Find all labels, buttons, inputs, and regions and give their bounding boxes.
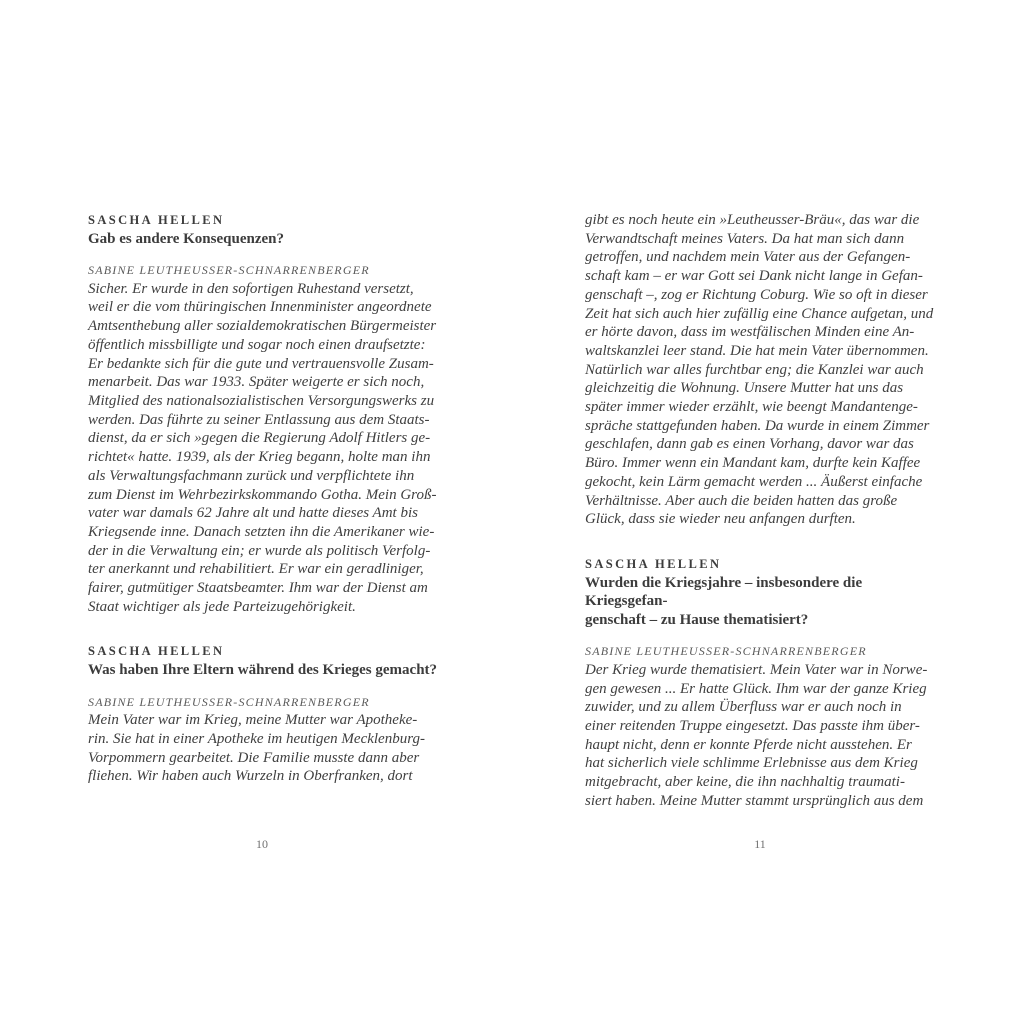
answer-continuation-text: gibt es noch heute ein »Leutheusser-Bräu«, das war die Verwandtschaft meines Vaters. Da hat man sich dann getroffen, und nachdem mein Vater aus der Gefangen- schaft kam – er war Gott sei Dank nicht lange in Gefan- genschaft –, zog er Richtung Coburg. Wie so oft in dieser Zeit hat sich auch hier zufällig eine Chance aufgetan, und er hörte davon, dass im westfälischen Minden eine An- waltskanzlei leer stand. Die hat mein Vater übernommen. Natürlich war alles furchtbar eng; die Kanzlei war auch gleichzeitig die Wohnung. Unsere Mutter hat uns das später immer wieder erzählt, wie beengt Mandantenge- spräche stattgefunden haben. Da wurde in einem Zimmer geschlafen, dann gab es einen Vorhang, davor war das Büro. Immer wenn ein Mandant kam, durfte kein Kaffee gekocht, kein Lärm gemacht werden ... Äußerst einfache Verhältnisse. Aber auch die beiden hatten das große Glück, dass sie wieder neu anfangen durften. [585,212,934,528]
page-number-left: 10 [256,837,268,851]
respondent-name: SABINE LEUTHEUSSER-SCHNARRENBERGER [88,694,370,709]
question-text: Wurden die Kriegsjahre – insbesondere die Kriegsgefan- genschaft – zu Hause thematisiert? [585,574,863,628]
interviewer-name: SASCHA HELLEN [585,556,722,571]
respondent-name: SABINE LEUTHEUSSER-SCHNARRENBERGER [88,263,370,278]
page-right [585,211,939,837]
respondent-name: SABINE LEUTHEUSSER-SCHNARRENBERGER [585,644,867,659]
page-number-right: 11 [754,837,766,851]
qa-section-3 [585,555,939,811]
question-text: Gab es andere Konsequenzen? [88,230,284,247]
interviewer-name: SASCHA HELLEN [88,644,225,659]
answer-text: Der Krieg wurde thematisiert. Mein Vater war in Norwe- gen gewesen ... Er hatte Glück. Ihm war der ganze Krieg zuwider, und zu allem Überfluss war er auch noch in einer reitenden Truppe eingesetzt. Das passte ihm über- haupt nicht, denn er konnte Pferde nicht ausstehen. Er hat sicherlich viele schlimme Erlebnisse aus dem Krieg mitgebracht, aber keine, die ihn nachhaltig traumati- siert haben. Meine Mutter stammt ursprünglich aus dem [585,661,928,809]
qa-section-1 [88,211,442,616]
interviewer-name: SASCHA HELLEN [88,213,225,227]
page-left [88,211,442,812]
qa-section-2 [88,642,442,786]
answer-text: Mein Vater war im Krieg, meine Mutter war Apotheke- rin. Sie hat in einer Apotheke im heutigen Mecklenburg- Vorpommern gearbeitet. Die Familie musste dann aber fliehen. Wir haben auch Wurzeln in Oberfranken, dort [88,712,425,785]
answer-text: Sicher. Er wurde in den sofortigen Ruhestand versetzt, weil er die vom thüringischen Innenminister angeordnete Amtsenthebung aller sozialdemokratischen Bürgermeister öffentlich missbilligte und sogar noch einen draufsetzte: Er bedankte sich für die gute und vertrauensvolle Zusam- menarbeit. Das war 1933. Später weigerte er sich noch, Mitglied des nationalsozialistischen Versorgungswerks zu werden. Das führte zu seiner Entlassung aus dem Staats- dienst, da er sich »gegen die Regierung Adolf Hitlers ge- richtet« hatte. 1939, als der Krieg begann, holte man ihn als Verwaltungsfachmann zurück und verpflichtete ihn zum Dienst im Wehrbezirkskommando Gotha. Mein Groß- vater war damals 62 Jahre alt und hatte dieses Amt bis Kriegsende inne. Danach setzten ihn die Amerikaner wie- der in die Verwaltung ein; er wurde als politisch Verfolg- ter anerkannt und rehabilitiert. Er war ein geradliniger, fairer, gutmütiger Staatsbeamter. Ihm war der Dienst am Staat wichtiger als jede Parteizugehörigkeit. [88,280,437,615]
question-text: Was haben Ihre Eltern während des Krieges gemacht? [88,662,438,679]
